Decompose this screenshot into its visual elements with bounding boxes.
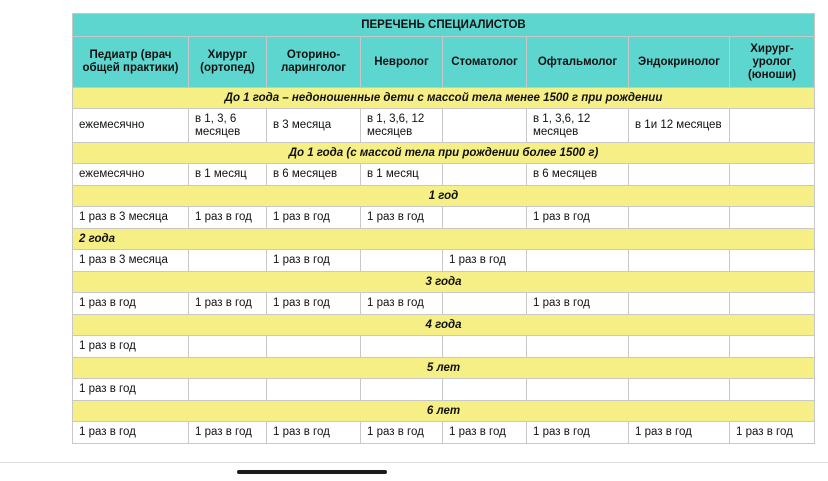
column-header: Стоматолог	[443, 37, 527, 88]
section-header-row	[73, 401, 815, 422]
table-cell	[361, 336, 443, 358]
table-cell: 1 раз в год	[189, 293, 267, 315]
table-cell: 1 раз в год	[527, 422, 629, 444]
table-row	[73, 293, 815, 315]
table-cell	[361, 250, 443, 272]
table-cell	[527, 250, 629, 272]
table-cell: в 1, 3, 6 месяцев	[189, 109, 267, 143]
table-cell: в 1, 3,6, 12 месяцев	[361, 109, 443, 143]
table-cell: в 1и 12 месяцев	[629, 109, 730, 143]
section-header-row	[73, 88, 815, 109]
column-header: Хирург (ортопед)	[189, 37, 267, 88]
table-cell	[730, 379, 815, 401]
table-cell: 1 раз в год	[267, 207, 361, 229]
table-row	[73, 207, 815, 229]
table-cell: 1 раз в год	[527, 293, 629, 315]
table-cell	[189, 250, 267, 272]
table-cell: 1 раз в год	[267, 250, 361, 272]
table-cell: ежемесячно	[73, 164, 189, 186]
bottom-bar	[0, 462, 828, 481]
table-cell: 1 раз в год	[361, 207, 443, 229]
table-row	[73, 379, 815, 401]
table-cell	[730, 164, 815, 186]
table-cell: 1 раз в год	[73, 336, 189, 358]
table-cell	[629, 336, 730, 358]
table-cell	[730, 250, 815, 272]
section-title: 2 года	[73, 229, 815, 250]
table-cell	[189, 336, 267, 358]
table-cell	[443, 109, 527, 143]
table-cell	[527, 379, 629, 401]
column-header: Эндокринолог	[629, 37, 730, 88]
table-cell	[189, 379, 267, 401]
table-cell: 1 раз в год	[189, 207, 267, 229]
section-header-row	[73, 315, 815, 336]
table-cell: 1 раз в год	[73, 293, 189, 315]
table-row	[73, 109, 815, 143]
table-cell	[730, 207, 815, 229]
specialists-table	[72, 13, 815, 444]
section-title: 1 год	[73, 186, 815, 207]
table-row	[73, 336, 815, 358]
table-cell	[527, 336, 629, 358]
table-cell	[730, 293, 815, 315]
column-header: Невролог	[361, 37, 443, 88]
section-header-row	[73, 186, 815, 207]
table-cell: 1 раз в 3 месяца	[73, 250, 189, 272]
table-cell: 1 раз в год	[73, 379, 189, 401]
table-cell: 1 раз в год	[730, 422, 815, 444]
table-cell: 1 раз в год	[73, 422, 189, 444]
table-cell: в 1, 3,6, 12 месяцев	[527, 109, 629, 143]
table-cell	[267, 379, 361, 401]
table-cell: в 1 месяц	[189, 164, 267, 186]
table-row	[73, 164, 815, 186]
column-header-row	[73, 37, 815, 88]
table-title: ПЕРЕЧЕНЬ СПЕЦИАЛИСТОВ	[73, 14, 815, 37]
table-row	[73, 250, 815, 272]
table-cell	[629, 250, 730, 272]
table-cell	[730, 336, 815, 358]
table-cell: 1 раз в год	[527, 207, 629, 229]
table-row	[73, 422, 815, 444]
table-cell: ежемесячно	[73, 109, 189, 143]
section-header-row	[73, 358, 815, 379]
table-cell	[443, 379, 527, 401]
table-title-row	[73, 14, 815, 37]
table-cell: 1 раз в год	[361, 422, 443, 444]
table-cell	[629, 164, 730, 186]
section-title: 5 лет	[73, 358, 815, 379]
column-header: Педиатр (врач общей практики)	[73, 37, 189, 88]
table-cell: 1 раз в год	[361, 293, 443, 315]
column-header: Хирург-уролог (юноши)	[730, 37, 815, 88]
table-cell: в 6 месяцев	[527, 164, 629, 186]
table-cell	[443, 293, 527, 315]
table-cell: 1 раз в год	[443, 250, 527, 272]
section-title: 4 года	[73, 315, 815, 336]
table-cell: 1 раз в 3 месяца	[73, 207, 189, 229]
table-cell: 1 раз в год	[267, 422, 361, 444]
section-header-row	[73, 229, 815, 250]
section-header-row	[73, 272, 815, 293]
table-cell: 1 раз в год	[267, 293, 361, 315]
table-cell: в 3 месяца	[267, 109, 361, 143]
table-cell: в 1 месяц	[361, 164, 443, 186]
table-cell: 1 раз в год	[443, 422, 527, 444]
home-indicator[interactable]	[237, 470, 387, 474]
section-title: До 1 года (с массой тела при рождении более 1500 г)	[73, 143, 815, 164]
section-title: 6 лет	[73, 401, 815, 422]
table-cell	[629, 379, 730, 401]
table-cell	[361, 379, 443, 401]
table-cell	[629, 207, 730, 229]
table-cell	[267, 336, 361, 358]
table-cell: в 6 месяцев	[267, 164, 361, 186]
section-title: 3 года	[73, 272, 815, 293]
column-header: Оторино-ларинголог	[267, 37, 361, 88]
table-cell	[443, 336, 527, 358]
column-header: Офтальмолог	[527, 37, 629, 88]
section-header-row	[73, 143, 815, 164]
table-cell	[443, 207, 527, 229]
section-title: До 1 года – недоношенные дети с массой тела менее 1500 г при рождении	[73, 88, 815, 109]
table-cell	[443, 164, 527, 186]
table-cell: 1 раз в год	[189, 422, 267, 444]
table-cell: 1 раз в год	[629, 422, 730, 444]
table-cell	[730, 109, 815, 143]
table-cell	[629, 293, 730, 315]
